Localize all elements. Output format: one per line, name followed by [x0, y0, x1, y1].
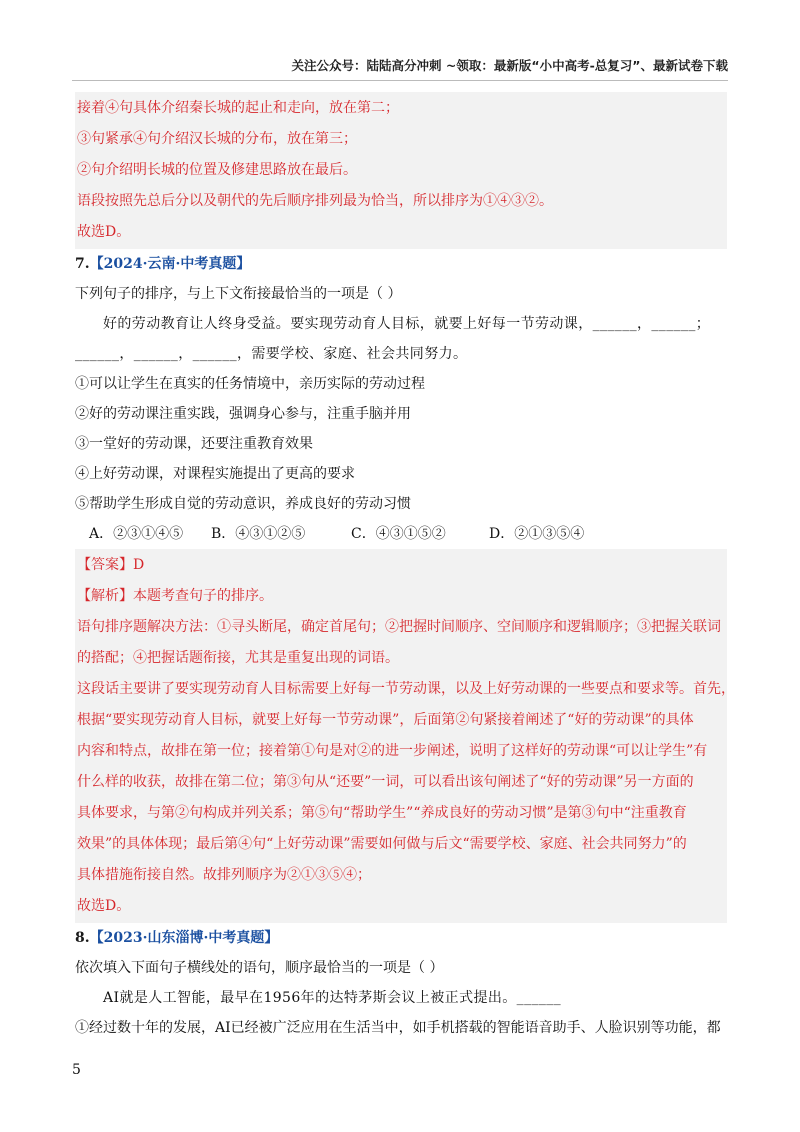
- question-7-item: ②好的劳动课注重实践，强调身心参与，注重手脑并用: [75, 406, 411, 422]
- page-number: 5: [72, 1062, 81, 1078]
- analysis-label: 【解析】: [77, 588, 133, 604]
- analysis-line: 语句排序题解决方法：①寻头断尾，确定首尾句；②把握时间顺序、空间顺序和逻辑顺序；③把握关联词: [77, 619, 721, 635]
- question-7-passage: ______，______，______，需要学校、家庭、社会共同努力。: [75, 346, 468, 362]
- question-source-tag: 【2023·山东淄博·中考真题】: [89, 930, 279, 946]
- analysis-block-q6: [75, 92, 727, 249]
- analysis-line: 根据“要实现劳动育人目标，就要上好每一节劳动课”，后面第②句紧接着阐述了“好的劳动课”的具体: [77, 712, 694, 728]
- answer-value: D: [133, 557, 145, 573]
- question-7-title: [75, 249, 727, 279]
- question-7-passage: 好的劳动教育让人终身受益。要实现劳动育人目标，就要上好每一节劳动课，______，______；: [103, 316, 711, 332]
- question-source-tag: 【2024·云南·中考真题】: [89, 256, 251, 272]
- question-7-item: ①可以让学生在真实的任务情境中，亲历实际的劳动过程: [75, 376, 425, 392]
- option-d: D．②①③⑤④: [489, 526, 585, 542]
- question-7-item: ⑤帮助学生形成自觉的劳动意识，养成良好的劳动习惯: [75, 496, 411, 512]
- answer-line: [77, 550, 725, 581]
- analysis-line: [77, 581, 725, 612]
- analysis-line: 接着④句具体介绍秦长城的起止和走向，放在第二；: [77, 100, 399, 116]
- option-c: C．④③①⑤②: [351, 526, 446, 542]
- analysis-line: 具体措施衔接自然。故排列顺序为②①③⑤④；: [77, 867, 371, 883]
- answer-label: 【答案】: [77, 557, 133, 573]
- question-number: 7.: [75, 256, 90, 272]
- page-header: 关注公众号：陆陆高分冲刺 ~领取：最新版“小中高考-总复习”、最新试卷下载: [291, 58, 728, 73]
- question-number: 8.: [75, 930, 90, 946]
- analysis-text: 本题考查句子的排序。: [133, 588, 273, 604]
- analysis-line: ③句紧承④句介绍汉长城的分布，放在第三；: [77, 131, 357, 147]
- question-8-title: [75, 923, 727, 953]
- option-a: A．②③①④⑤: [89, 526, 184, 542]
- analysis-line: 这段话主要讲了要实现劳动育人目标需要上好每一节劳动课，以及上好劳动课的一些要点和要求等。首先，: [77, 681, 735, 697]
- question-7-options: [75, 519, 727, 549]
- question-8-stem: 依次填入下面句子横线处的语句，顺序最恰当的一项是（ ）: [75, 960, 444, 976]
- question-7-item: ③一堂好的劳动课，还要注重教育效果: [75, 436, 313, 452]
- question-8-passage: AI就是人工智能，最早在1956年的达特茅斯会议上被正式提出。______: [103, 990, 562, 1006]
- question-8-item: ①经过数十年的发展，AI已经被广泛应用在生活当中，如手机搭载的智能语音助手、人脸识别等功能，都: [75, 1020, 721, 1036]
- question-7-stem: 下列句子的排序，与上下文衔接最恰当的一项是（ ）: [75, 286, 402, 302]
- analysis-line: 故选D。: [77, 898, 131, 914]
- analysis-line: 效果”的具体体现；最后第④句“上好劳动课”需要如何做与后文“需要学校、家庭、社会共同努力”的: [77, 836, 687, 852]
- analysis-line: 什么样的收获，故排在第二位；第③句从“还要”一词，可以看出该句阐述了“好的劳动课”另一方面的: [77, 774, 694, 790]
- analysis-line: 语段按照先总后分以及朝代的先后顺序排列最为恰当，所以排序为①④③②。: [77, 193, 553, 209]
- analysis-line: 故选D。: [77, 224, 131, 240]
- option-b: B．④③①②⑤: [211, 526, 306, 542]
- analysis-line: 的搭配；④把握话题衔接，尤其是重复出现的词语。: [77, 650, 399, 666]
- answer-block-q7: [75, 549, 735, 923]
- question-7-item: ④上好劳动课，对课程实施提出了更高的要求: [75, 466, 355, 482]
- analysis-line: 内容和特点，故排在第一位；接着第①句是对②的进一步阐述，说明了这样好的劳动课“可以让学生”有: [77, 743, 708, 759]
- analysis-line: ②句介绍明长城的位置及修建思路放在最后。: [77, 162, 357, 178]
- analysis-line: 具体要求，与第②句构成并列关系；第⑤句“帮助学生”“养成良好的劳动习惯”是第③句中“注重教育: [77, 805, 687, 821]
- document-body: [75, 92, 735, 1043]
- header-rule: [72, 80, 728, 81]
